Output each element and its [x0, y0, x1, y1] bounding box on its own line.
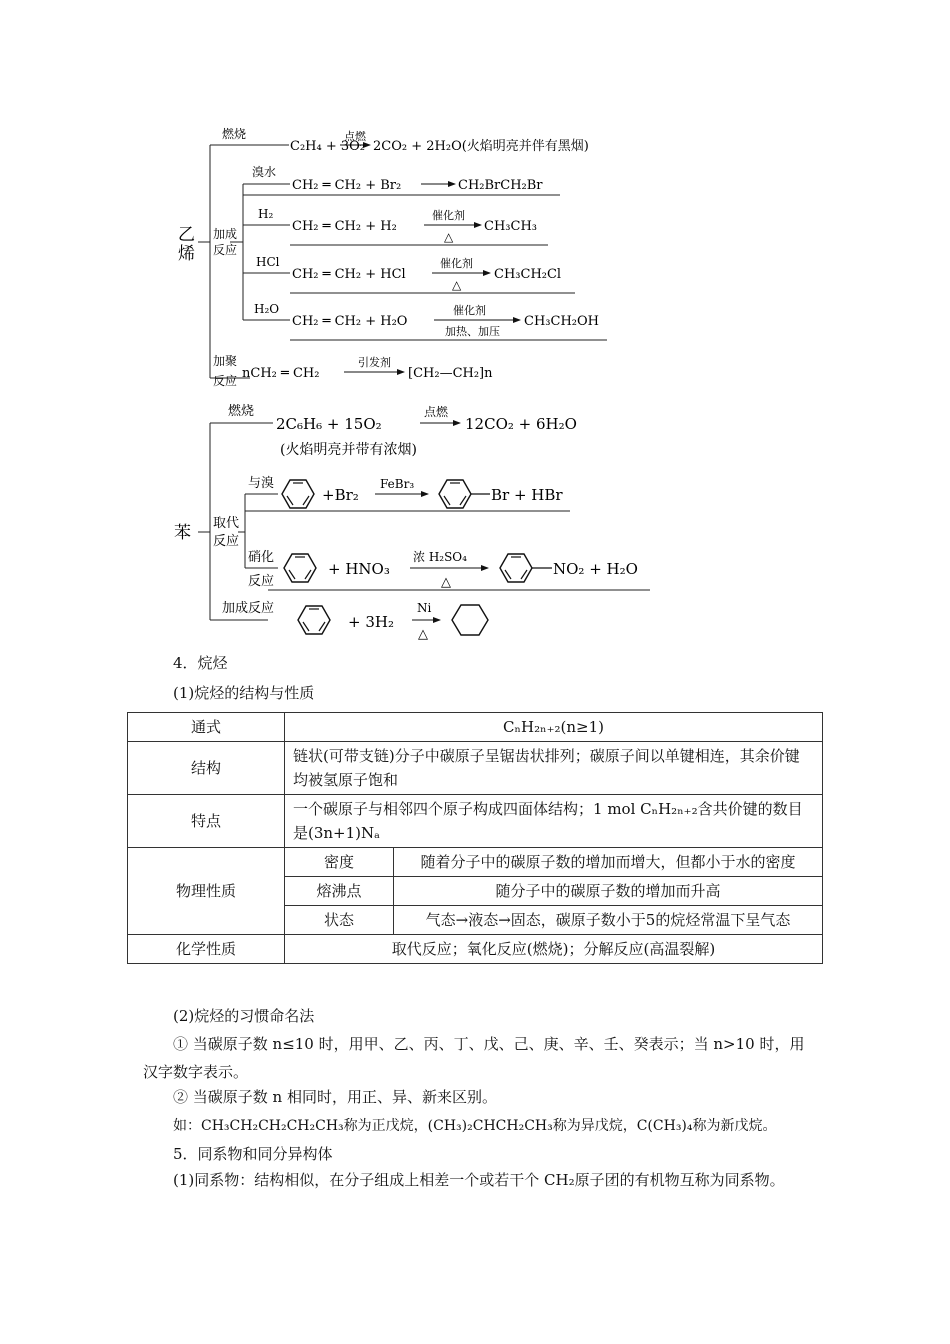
ethylene-addition-label-2: 反应 [213, 243, 238, 257]
table-row [128, 935, 823, 964]
ethylene-reaction-diagram [0, 0, 950, 395]
table-row [128, 795, 823, 848]
table-row [128, 713, 823, 742]
ethylene-h2-left: CH₂ ═ CH₂ + H₂ [292, 219, 397, 234]
table-cell-sublabel: 熔沸点 [285, 877, 394, 906]
section-5-heading: 5．同系物和同分异构体 [173, 1145, 333, 1163]
ethylene-combustion-left: C₂H₄ + 3O₂ [290, 139, 366, 154]
bromobenzene-ring-icon [439, 480, 471, 508]
ethylene-hcl-cond-top: 催化剂 [440, 257, 473, 270]
ethylene-h2-cond-top: 催化剂 [432, 209, 465, 222]
benzene-combustion-left: 2C₆H₆ + 15O₂ [276, 415, 382, 433]
ethylene-hcl-left: CH₂ ═ CH₂ + HCl [292, 267, 406, 282]
ethylene-bromine-left: CH₂ ═ CH₂ + Br₂ [292, 178, 402, 193]
benzene-nitro-cond-bottom: △ [441, 575, 451, 590]
benzene-bromo-condition: FeBr₃ [380, 477, 415, 491]
ethylene-poly-label-1: 加聚 [213, 354, 238, 368]
benzene-addition-cond-top: Ni [417, 601, 432, 615]
ethylene-h2o-label: H₂O [254, 302, 280, 316]
ethylene-poly-left: nCH₂ ═ CH₂ [242, 366, 320, 381]
ethylene-title-1: 乙 [178, 225, 195, 245]
ethylene-poly-condition: 引发剂 [358, 356, 391, 369]
table-cell-label: 物理性质 [128, 848, 285, 935]
naming-rule-2: ② 当碳原子数 n 相同时，用正、异、新来区别。 [173, 1088, 497, 1106]
benzene-combustion-right: 12CO₂ + 6H₂O [465, 415, 577, 433]
benzene-ring-icon [298, 606, 330, 634]
ethylene-addition-label-1: 加成 [213, 227, 238, 241]
benzene-bromo-product: Br + HBr [491, 486, 563, 504]
ethylene-hcl-cond-bottom: △ [452, 278, 462, 292]
ethylene-hcl-right: CH₃CH₂Cl [494, 267, 562, 282]
benzene-substitution-label-2: 反应 [213, 534, 240, 549]
nitrobenzene-ring-icon [500, 554, 532, 582]
table-cell-value: 随着分子中的碳原子数的增加而增大，但都小于水的密度 [394, 848, 823, 877]
benzene-ring-icon [282, 480, 314, 508]
benzene-nitro-reagent: + HNO₃ [328, 560, 390, 578]
benzene-addition-cond-bottom: △ [418, 627, 428, 642]
table-cell-label: 特点 [128, 795, 285, 848]
table-cell-value: 随分子中的碳原子数的增加而升高 [394, 877, 823, 906]
ethylene-h2o-left: CH₂ ═ CH₂ + H₂O [292, 314, 408, 329]
benzene-combustion-label: 燃烧 [228, 404, 255, 419]
benzene-combustion-note: (火焰明亮并带有浓烟) [280, 442, 417, 458]
ethylene-hcl-label: HCl [256, 255, 280, 269]
ethylene-combustion-right: 2CO₂ + 2H₂O(火焰明亮并伴有黑烟) [373, 139, 589, 154]
benzene-nitro-label-1: 硝化 [248, 550, 275, 565]
section-4-sub1: (1)烷烃的结构与性质 [173, 684, 315, 702]
benzene-bromo-reagent: +Br₂ [322, 486, 359, 504]
ethylene-h2o-cond-bottom: 加热、加压 [445, 325, 500, 338]
ethylene-h2-cond-bottom: △ [444, 230, 454, 244]
benzene-addition-label: 加成反应 [222, 601, 275, 616]
table-cell-label: 通式 [128, 713, 285, 742]
benzene-nitro-label-2: 反应 [248, 574, 275, 589]
alkane-property-table [127, 712, 823, 964]
table-row [128, 848, 823, 877]
ethylene-h2-right: CH₃CH₃ [484, 219, 537, 234]
ethylene-h2-label: H₂ [258, 207, 274, 221]
table-cell-label: 化学性质 [128, 935, 285, 964]
benzene-nitro-cond-top: 浓 H₂SO₄ [413, 550, 467, 564]
table-cell-value: 一个碳原子与相邻四个原子构成四面体结构；1 mol CₙH₂ₙ₊₂含共价键的数目是(3n+1)Nₐ [285, 795, 823, 848]
naming-rule-1: ① 当碳原子数 n≤10 时，用甲、乙、丙、丁、戊、己、庚、辛、壬、癸表示；当 n>10 时，用汉字数字表示。 [143, 1035, 805, 1081]
ethylene-bromine-right: CH₂BrCH₂Br [458, 178, 543, 193]
benzene-substitution-label-1: 取代 [213, 516, 240, 531]
section-4-heading: 4．烷烃 [173, 654, 228, 672]
benzene-bromo-label: 与溴 [248, 476, 275, 491]
ethylene-poly-right: [CH₂—CH₂]n [408, 366, 493, 381]
ethylene-bromine-label: 溴水 [252, 165, 277, 179]
table-row [128, 742, 823, 795]
table-cell-value: CₙH₂ₙ₊₂(n≥1) [285, 713, 823, 742]
table-cell-value: 气态→液态→固态，碳原子数小于5的烷烃常温下呈气态 [394, 906, 823, 935]
ethylene-combustion-label: 燃烧 [222, 127, 247, 141]
cyclohexane-ring-icon [452, 605, 488, 635]
ethylene-h2o-cond-top: 催化剂 [453, 304, 486, 317]
benzene-addition-reagent: + 3H₂ [348, 613, 394, 631]
ethylene-h2o-right: CH₃CH₂OH [524, 314, 599, 329]
ethylene-title-2: 烯 [178, 244, 195, 264]
table-cell-sublabel: 密度 [285, 848, 394, 877]
benzene-combustion-condition: 点燃 [424, 405, 449, 419]
section-4-sub2: (2)烷烃的习惯命名法 [173, 1007, 315, 1025]
table-cell-value: 链状(可带支链)分子中碳原子呈锯齿状排列；碳原子间以单键相连，其余价键均被氢原子饱和 [285, 742, 823, 795]
benzene-ring-icon [284, 554, 316, 582]
benzene-reaction-diagram [0, 395, 950, 645]
benzene-nitro-product: NO₂ + H₂O [553, 560, 638, 578]
table-cell-label: 结构 [128, 742, 285, 795]
ethylene-combustion-condition: 点燃 [344, 130, 366, 143]
ethylene-poly-label-2: 反应 [213, 374, 238, 388]
naming-example: 如：CH₃CH₂CH₂CH₂CH₃称为正戊烷，(CH₃)₂CHCH₂CH₃称为异戊烷，C(CH₃)₄称为新戊烷。 [173, 1118, 777, 1134]
benzene-title: 苯 [174, 523, 191, 543]
table-cell-sublabel: 状态 [285, 906, 394, 935]
homolog-definition: (1)同系物：结构相似，在分子组成上相差一个或若干个 CH₂原子团的有机物互称为同系物。 [173, 1171, 785, 1189]
table-cell-value: 取代反应；氧化反应(燃烧)；分解反应(高温裂解) [285, 935, 823, 964]
